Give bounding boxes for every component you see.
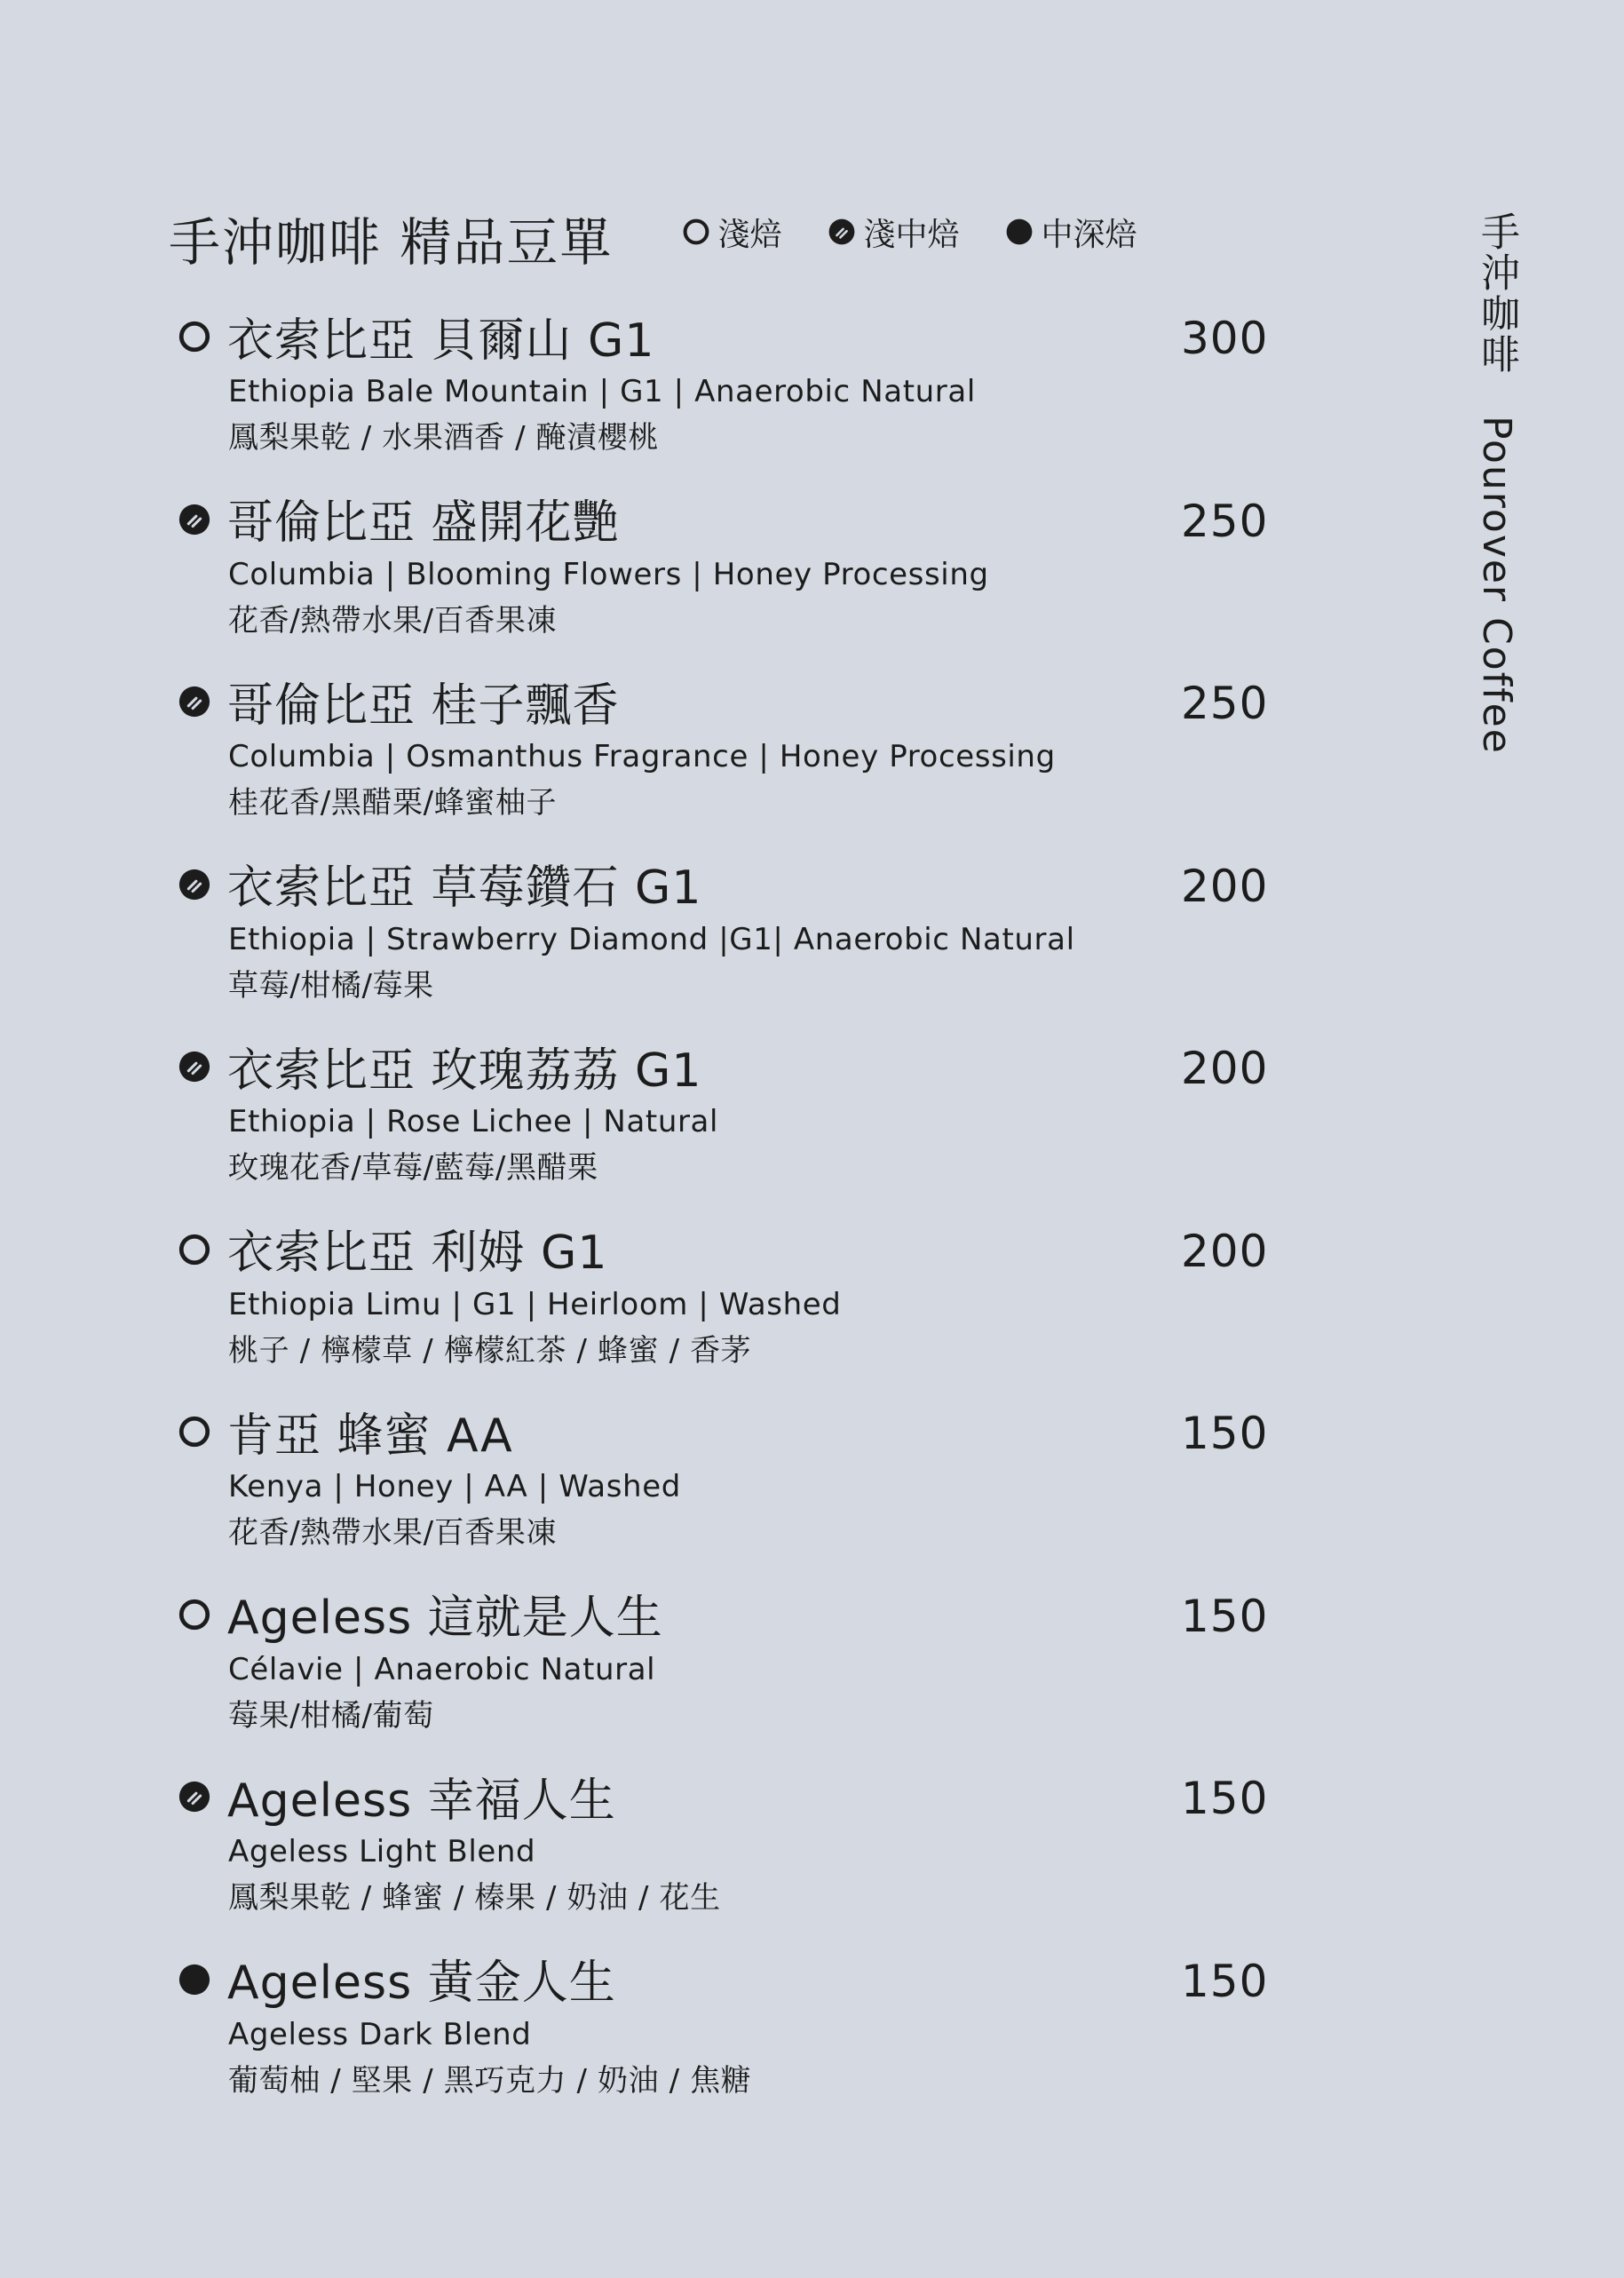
light-medium-roast-icon xyxy=(178,1050,211,1083)
medium-dark-roast-icon xyxy=(1005,218,1034,246)
item-head xyxy=(178,485,1287,552)
item-flavor-notes: 花香/熱帶水果/百香果凍 xyxy=(228,1515,558,1551)
item-description: Ethiopia | Strawberry Diamond |G1| Anaerobic Natural xyxy=(228,921,1075,957)
item-price: 200 xyxy=(1181,860,1269,912)
item-price: 300 xyxy=(1181,313,1269,364)
light-roast-icon xyxy=(178,1415,211,1449)
item-name: Ageless 幸福人生 xyxy=(227,1774,616,1828)
item-head xyxy=(178,1945,1287,2012)
menu-list xyxy=(178,302,1287,2127)
menu-item xyxy=(178,1032,1287,1215)
legend-item-light xyxy=(682,210,781,255)
item-flavor-notes: 桂花香/黑醋栗/蜂蜜柚子 xyxy=(228,785,558,821)
side-title: 手沖咖啡 Pourover Coffee xyxy=(1474,211,1519,755)
item-name: 肯亞 蜂蜜 AA xyxy=(227,1409,513,1463)
menu-item xyxy=(178,1215,1287,1398)
light-medium-roast-icon xyxy=(178,503,211,536)
page-title: 手沖咖啡 精品豆單 xyxy=(169,212,614,273)
item-head xyxy=(178,850,1287,917)
item-price: 250 xyxy=(1181,495,1269,547)
item-description: Columbia | Osmanthus Fragrance | Honey Processing xyxy=(228,739,1056,774)
medium-dark-roast-icon xyxy=(178,1963,211,1996)
light-medium-roast-icon xyxy=(828,218,856,246)
menu-item xyxy=(178,1945,1287,2128)
item-name: Ageless 這就是人生 xyxy=(227,1591,663,1645)
light-roast-icon xyxy=(178,1233,211,1266)
item-head xyxy=(178,302,1287,369)
item-flavor-notes: 草莓/柑橘/莓果 xyxy=(228,967,434,1004)
item-description: Ageless Dark Blend xyxy=(228,2016,532,2052)
item-price: 150 xyxy=(1181,1590,1269,1642)
item-head xyxy=(178,667,1287,734)
light-roast-icon xyxy=(682,218,710,246)
item-price: 150 xyxy=(1181,1955,1269,2007)
item-price: 150 xyxy=(1181,1773,1269,1824)
item-name: 哥倫比亞 盛開花艷 xyxy=(227,496,620,550)
item-price: 200 xyxy=(1181,1225,1269,1277)
item-flavor-notes: 葡萄柚 / 堅果 / 黑巧克力 / 奶油 / 焦糖 xyxy=(228,2062,752,2099)
item-name: 衣索比亞 玫瑰荔荔 G1 xyxy=(227,1044,702,1098)
item-flavor-notes: 鳳梨果乾 / 蜂蜜 / 榛果 / 奶油 / 花生 xyxy=(228,1880,721,1916)
menu-item xyxy=(178,1397,1287,1580)
item-price: 150 xyxy=(1181,1408,1269,1459)
item-description: Ethiopia | Rose Lichee | Natural xyxy=(228,1104,719,1139)
item-name: 衣索比亞 草莓鑽石 G1 xyxy=(227,861,702,915)
menu-item xyxy=(178,1580,1287,1763)
item-description: Kenya | Honey | AA | Washed xyxy=(228,1469,681,1504)
light-roast-icon xyxy=(178,320,211,353)
item-head xyxy=(178,1762,1287,1830)
item-price: 250 xyxy=(1181,678,1269,729)
menu-item xyxy=(178,1762,1287,1945)
legend-label: 淺焙 xyxy=(717,216,782,253)
item-head xyxy=(178,1397,1287,1464)
item-flavor-notes: 莓果/柑橘/葡萄 xyxy=(228,1697,434,1734)
item-flavor-notes: 玫瑰花香/草莓/藍莓/黑醋栗 xyxy=(228,1150,598,1186)
item-description: Ethiopia Limu | G1 | Heirloom | Washed xyxy=(228,1286,842,1322)
item-head xyxy=(178,1032,1287,1099)
roast-legend xyxy=(682,210,1183,255)
menu-item xyxy=(178,667,1287,850)
item-flavor-notes: 花香/熱帶水果/百香果凍 xyxy=(228,602,558,639)
item-head xyxy=(178,1580,1287,1647)
legend-label: 淺中焙 xyxy=(863,216,960,253)
light-medium-roast-icon xyxy=(178,1780,211,1814)
menu-item xyxy=(178,302,1287,485)
item-description: Célavie | Anaerobic Natural xyxy=(228,1651,656,1687)
light-roast-icon xyxy=(178,1598,211,1631)
item-flavor-notes: 鳳梨果乾 / 水果酒香 / 醃漬櫻桃 xyxy=(228,420,659,456)
menu-item xyxy=(178,850,1287,1033)
item-head xyxy=(178,1215,1287,1282)
light-medium-roast-icon xyxy=(178,685,211,718)
item-flavor-notes: 桃子 / 檸檬草 / 檸檬紅茶 / 蜂蜜 / 香茅 xyxy=(228,1332,752,1369)
legend-item-medium-dark xyxy=(1005,210,1137,255)
legend-item-light-medium xyxy=(828,210,959,255)
menu-item xyxy=(178,485,1287,668)
item-name: 哥倫比亞 桂子飄香 xyxy=(227,679,620,733)
item-description: Ethiopia Bale Mountain | G1 | Anaerobic Natural xyxy=(228,374,976,409)
item-price: 200 xyxy=(1181,1043,1269,1094)
item-name: 衣索比亞 利姆 G1 xyxy=(227,1226,608,1280)
item-name: 衣索比亞 貝爾山 G1 xyxy=(227,314,655,368)
light-medium-roast-icon xyxy=(178,868,211,901)
legend-label: 中深焙 xyxy=(1041,216,1137,253)
item-name: Ageless 黃金人生 xyxy=(227,1957,616,2010)
page-header xyxy=(169,202,1183,274)
item-description: Columbia | Blooming Flowers | Honey Processing xyxy=(228,556,989,592)
item-description: Ageless Light Blend xyxy=(228,1834,536,1869)
